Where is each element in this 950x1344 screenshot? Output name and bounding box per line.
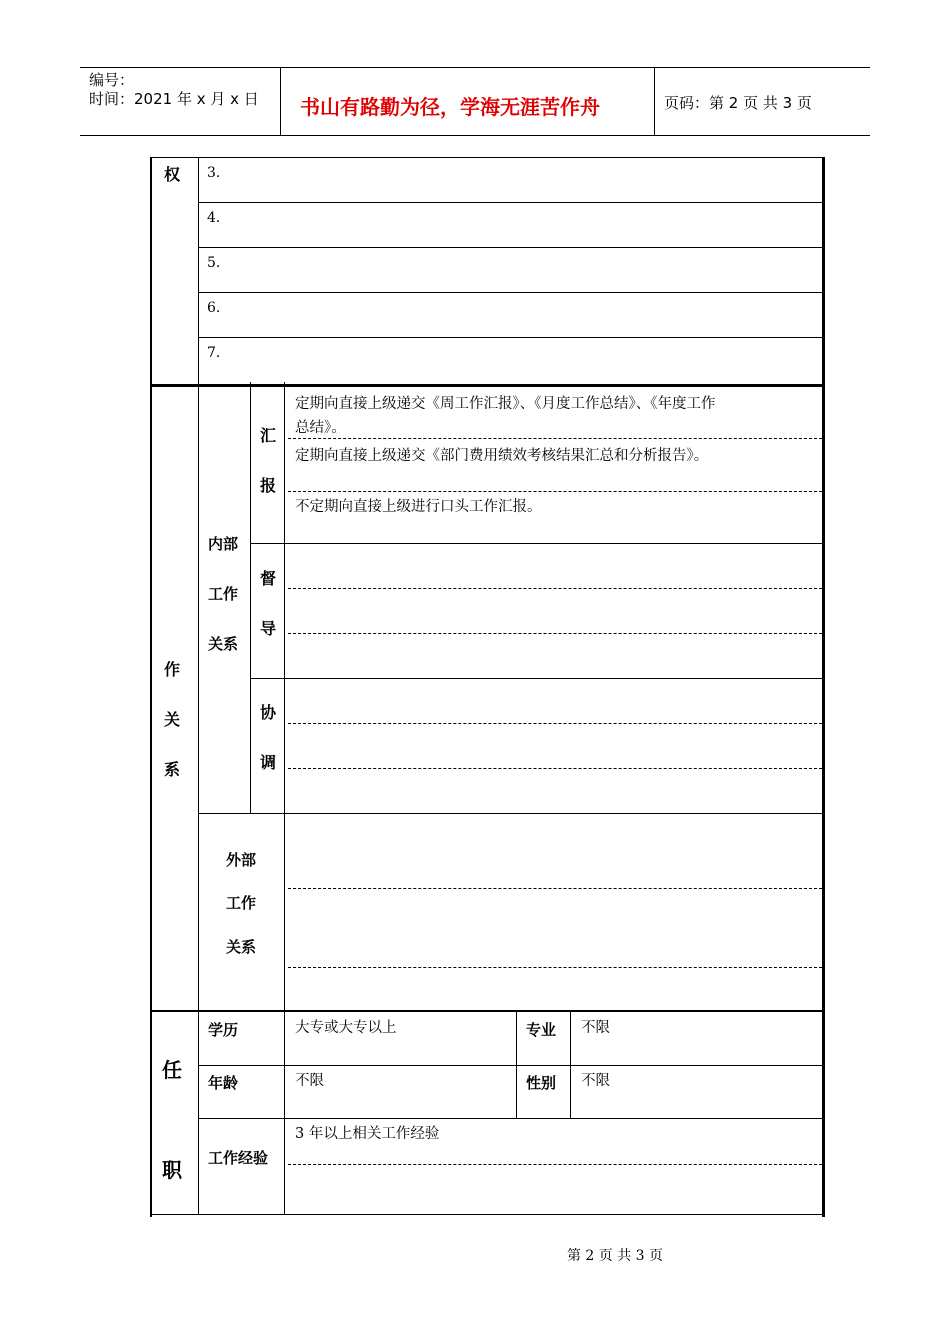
education-value: 大专或大专以上 bbox=[295, 1020, 397, 1036]
education-label: 学历 bbox=[208, 1021, 239, 1039]
supervise-char: 导 bbox=[260, 619, 277, 638]
report-text: 定期向直接上级递交《周工作汇报》、《月度工作总结》、《年度工作 bbox=[295, 396, 716, 412]
experience-value: 3 年以上相关工作经验 bbox=[295, 1126, 440, 1142]
authority-item: 5. bbox=[207, 255, 221, 271]
age-label: 年龄 bbox=[208, 1074, 239, 1092]
report-text: 总结》。 bbox=[295, 420, 346, 436]
document-date: 时间：2021 年 x 月 x 日 bbox=[89, 90, 259, 108]
coordinate-char: 协 bbox=[260, 703, 277, 722]
gender-value: 不限 bbox=[581, 1073, 610, 1089]
experience-label: 工作经验 bbox=[208, 1149, 269, 1167]
gender-label: 性别 bbox=[526, 1074, 557, 1092]
authority-item: 3. bbox=[207, 165, 221, 181]
external-relations-label-line: 关系 bbox=[226, 938, 257, 956]
internal-relations-label-line: 内部 bbox=[208, 535, 239, 553]
internal-relations-label-line: 工作 bbox=[208, 585, 239, 603]
authority-item: 6. bbox=[207, 300, 221, 316]
supervise-char: 督 bbox=[260, 569, 277, 588]
age-value: 不限 bbox=[295, 1073, 324, 1089]
major-label: 专业 bbox=[526, 1021, 557, 1039]
page-footer: 第 2 页 共 3 页 bbox=[566, 1248, 664, 1264]
report-char: 报 bbox=[260, 476, 277, 495]
external-relations-label-line: 工作 bbox=[226, 894, 257, 912]
qualifications-char: 职 bbox=[162, 1158, 182, 1182]
report-text: 不定期向直接上级进行口头工作汇报。 bbox=[295, 499, 542, 515]
authority-item: 4. bbox=[207, 210, 221, 226]
header-motto: 书山有路勤为径，学海无涯苦作舟 bbox=[300, 95, 600, 119]
major-value: 不限 bbox=[581, 1020, 610, 1036]
coordinate-char: 调 bbox=[260, 753, 277, 772]
document-number-label: 编号： bbox=[89, 71, 135, 89]
header-page-info: 页码：第 2 页 共 3 页 bbox=[664, 94, 812, 112]
report-char: 汇 bbox=[260, 426, 277, 445]
external-relations-label-line: 外部 bbox=[226, 851, 257, 869]
authority-label: 权 bbox=[164, 165, 181, 184]
work-relations-char: 关 bbox=[164, 710, 181, 729]
authority-item: 7. bbox=[207, 345, 221, 361]
report-text: 定期向直接上级递交《部门费用绩效考核结果汇总和分析报告》。 bbox=[295, 448, 709, 464]
work-relations-char: 作 bbox=[164, 660, 181, 679]
qualifications-char: 任 bbox=[162, 1058, 182, 1082]
work-relations-char: 系 bbox=[164, 760, 181, 779]
internal-relations-label-line: 关系 bbox=[208, 635, 239, 653]
